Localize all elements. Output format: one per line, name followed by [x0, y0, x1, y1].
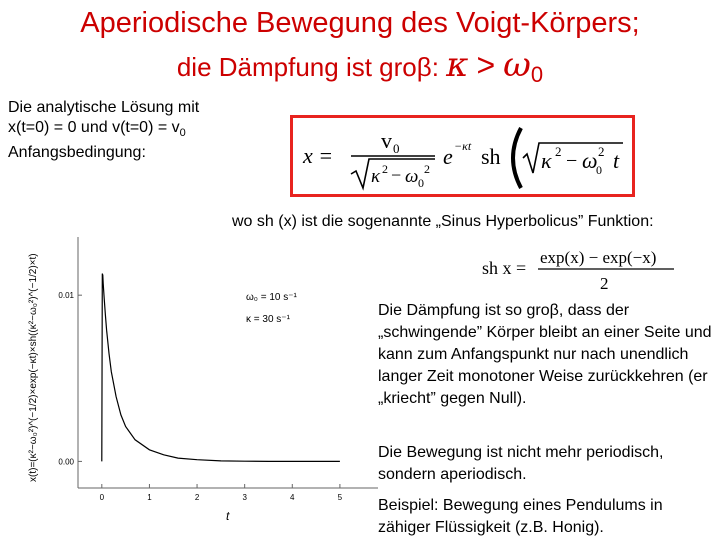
den-omega-sub: 0 — [418, 176, 424, 190]
arg-omega-sub: 0 — [596, 163, 602, 177]
intro-line-2 — [8, 118, 268, 143]
left-paren — [513, 128, 521, 188]
sh-function: sh — [481, 144, 501, 169]
solution-formula-box — [290, 115, 635, 197]
den-omega: ω — [405, 166, 419, 187]
greater-than-symbol: > — [476, 47, 496, 83]
displacement-chart — [18, 232, 380, 532]
damping-paragraph: Die Dämpfung ist so groβ, dass der „schwingende” Körper bleibt an einer Seite und kann zum Anfangspunkt nur nach unendlich langer Zeit monotoner Weise zurückkehren (er „kriecht” gegen Null). — [378, 302, 712, 407]
slide-subtitle — [0, 45, 720, 92]
intro-line-1: Die analytische Lösung mit — [8, 99, 200, 116]
formula-numerator-sub: 0 — [393, 141, 400, 156]
arg-kappa-sq: 2 — [555, 144, 562, 159]
x-tick-label: 2 — [194, 493, 200, 502]
sinh-denominator: 2 — [600, 274, 609, 293]
kappa-symbol: κ — [446, 45, 469, 85]
x-tick-label: 4 — [290, 493, 295, 502]
omega-annotation: ω₀ = 10 s⁻¹ — [246, 292, 297, 303]
arg-kappa: κ — [541, 148, 552, 173]
example-paragraph: Beispiel: Bewegung eines Pendulums in zähiger Flüssigkeit (z.B. Honig). — [378, 497, 663, 536]
x-axis-label: t — [226, 509, 230, 523]
subtitle-text: die Dämpfung ist groβ: — [176, 52, 439, 82]
den-kappa: κ — [371, 166, 381, 187]
formula-numerator: v — [381, 128, 392, 153]
exp-base: e — [443, 144, 453, 169]
arg-omega: ω — [582, 148, 598, 173]
aperiodic-paragraph: Die Bewegung ist nicht mehr periodisch, sondern aperiodisch. — [378, 444, 664, 483]
sinh-definition — [478, 245, 708, 293]
sinh-formula — [478, 245, 708, 293]
arg-omega-sq: 2 — [598, 144, 605, 159]
x-tick-label: 5 — [337, 493, 343, 502]
den-kappa-sq: 2 — [382, 162, 388, 176]
x-tick-label: 0 — [99, 493, 105, 502]
omega-symbol: ω — [503, 45, 531, 85]
intro-line-3: Anfangsbedingung: — [8, 144, 146, 162]
initial-conditions: x(t=0) = 0 und v(t=0) = v — [8, 119, 180, 136]
kappa-annotation: κ = 30 s⁻¹ — [246, 314, 290, 325]
v-subscript: 0 — [179, 127, 186, 140]
den-omega-sq: 2 — [424, 162, 430, 176]
solution-formula — [293, 118, 632, 194]
x-tick-label: 1 — [147, 493, 152, 502]
y-axis-label: x(t)=(κ²−ω₀²)^(−1/2)×exp(−κt)×sh((κ²−ω₀²)^(−1/2)×t) — [28, 253, 39, 482]
sinh-lhs: sh x = — [482, 258, 527, 278]
slide-title: Aperiodische Bewegung des Voigt-Körpers; — [80, 7, 640, 39]
y-tick-label: 0.00 — [58, 457, 74, 467]
formula-lhs: x = — [303, 143, 334, 168]
x-tick-label: 3 — [242, 493, 247, 502]
intro-text — [8, 98, 268, 163]
sinh-note: wo sh (x) ist die sogenannte „Sinus Hyperbolicus” Funktion: — [232, 213, 654, 230]
arg-t: t — [613, 148, 620, 173]
omega-subscript: 0 — [530, 62, 544, 88]
den-minus: − — [391, 165, 402, 185]
exp-power: −κt — [454, 139, 472, 153]
y-tick-label: 0.01 — [58, 291, 74, 301]
sinh-numerator: exp(x) − exp(−x) — [540, 248, 657, 267]
arg-minus: − — [566, 150, 578, 172]
series-line — [102, 274, 340, 462]
